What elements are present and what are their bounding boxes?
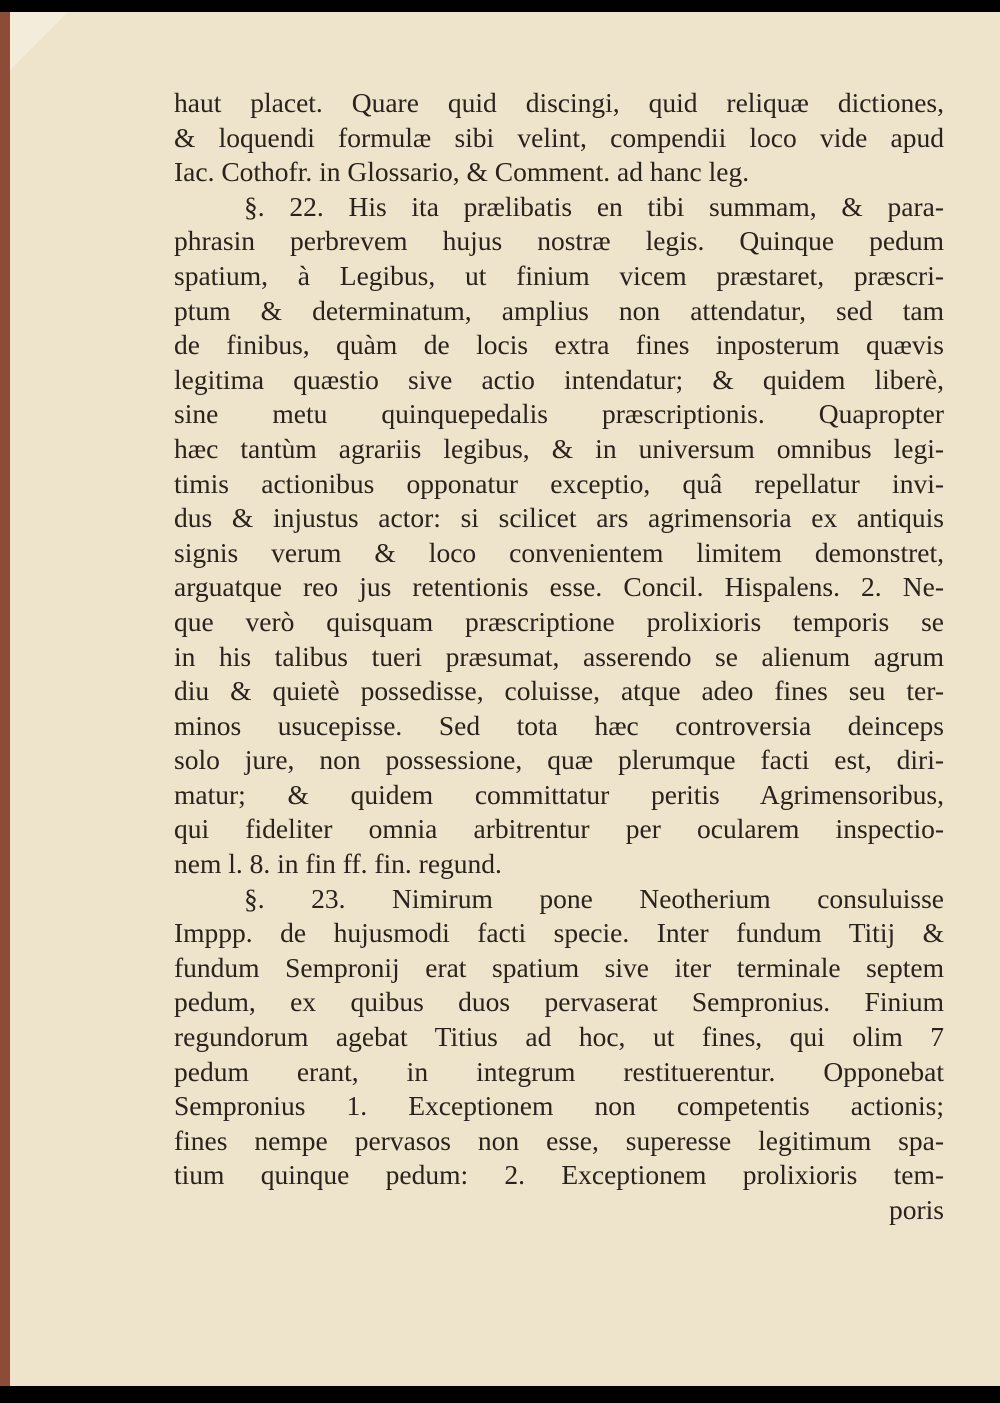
- text-line: que verò quisquam præscriptione prolixioris temporis se: [174, 605, 944, 637]
- text-line: in his talibus tueri præsumat, asserendo se alienum agrum: [174, 640, 944, 672]
- text-line: pedum, ex quibus duos pervaserat Sempronius. Finium: [174, 986, 944, 1018]
- text-line: sine metu quinquepedalis præscriptionis. Quapropter: [174, 398, 944, 430]
- text-line: de finibus, quàm de locis extra fines inposterum quævis: [174, 329, 944, 361]
- text-line: qui fideliter omnia arbitrentur per ocularem inspectio-: [174, 813, 944, 845]
- text-line: fines nempe pervasos non esse, superesse legitimum spa-: [174, 1124, 944, 1156]
- page-edge: [0, 12, 10, 1386]
- text-line: signis verum & loco convenientem limitem demonstret,: [174, 536, 944, 568]
- text-line: pedum erant, in integrum restituerentur. Opponebat: [174, 1055, 944, 1087]
- text-line: legitima quæstio sive actio intendatur; & quidem liberè,: [174, 363, 944, 395]
- text-line: & loquendi formulæ sibi velint, compendii loco vide apud: [174, 121, 944, 153]
- text-line: haut placet. Quare quid discingi, quid reliquæ dictiones,: [174, 87, 944, 118]
- text-line: Sempronius 1. Exceptionem non competentis actionis;: [174, 1090, 944, 1122]
- page-text: [174, 86, 944, 1228]
- book-page: [10, 12, 1000, 1386]
- text-line: minos usucepisse. Sed tota hæc controversia deinceps: [174, 709, 944, 741]
- text-line: spatium, à Legibus, ut finium vicem præstaret, præscri-: [174, 259, 944, 291]
- text-line: solo jure, non possessione, quæ plerumque facti est, diri-: [174, 744, 944, 776]
- text-line: diu & quietè possedisse, coluisse, atque adeo fines seu ter-: [174, 675, 944, 707]
- text-line: Iac. Cothofr. in Glossario, & Comment. ad hanc leg.: [174, 156, 750, 188]
- text-line: regundorum agebat Titius ad hoc, ut fines, qui olim 7: [174, 1021, 944, 1053]
- text-line: §. 22. His ita prælibatis en tibi summam, & para-: [244, 190, 944, 222]
- catchword: poris: [889, 1194, 944, 1225]
- text-line: fundum Sempronij erat spatium sive iter terminale septem: [174, 951, 944, 983]
- text-line: §. 23. Nimirum pone Neotherium consuluisse: [244, 882, 944, 914]
- text-line: matur; & quidem committatur peritis Agrimensoribus,: [174, 778, 944, 810]
- text-line: dus & injustus actor: si scilicet ars agrimensoria ex antiquis: [174, 502, 944, 534]
- text-line: ptum & determinatum, amplius non attendatur, sed tam: [174, 294, 944, 326]
- text-line: timis actionibus opponatur exceptio, quâ repellatur invi-: [174, 467, 944, 499]
- text-line: phrasin perbrevem hujus nostræ legis. Quinque pedum: [174, 225, 944, 257]
- page-corner: [10, 12, 68, 70]
- text-line: Imppp. de hujusmodi facti specie. Inter fundum Titij &: [174, 917, 944, 949]
- text-line: tium quinque pedum: 2. Exceptionem prolixioris tem-: [174, 1159, 944, 1191]
- text-line: arguatque reo jus retentionis esse. Concil. Hispalens. 2. Ne-: [174, 571, 944, 603]
- text-line: nem l. 8. in fin ff. fin. regund.: [174, 848, 502, 880]
- text-line: hæc tantùm agrariis legibus, & in universum omnibus legi-: [174, 432, 944, 464]
